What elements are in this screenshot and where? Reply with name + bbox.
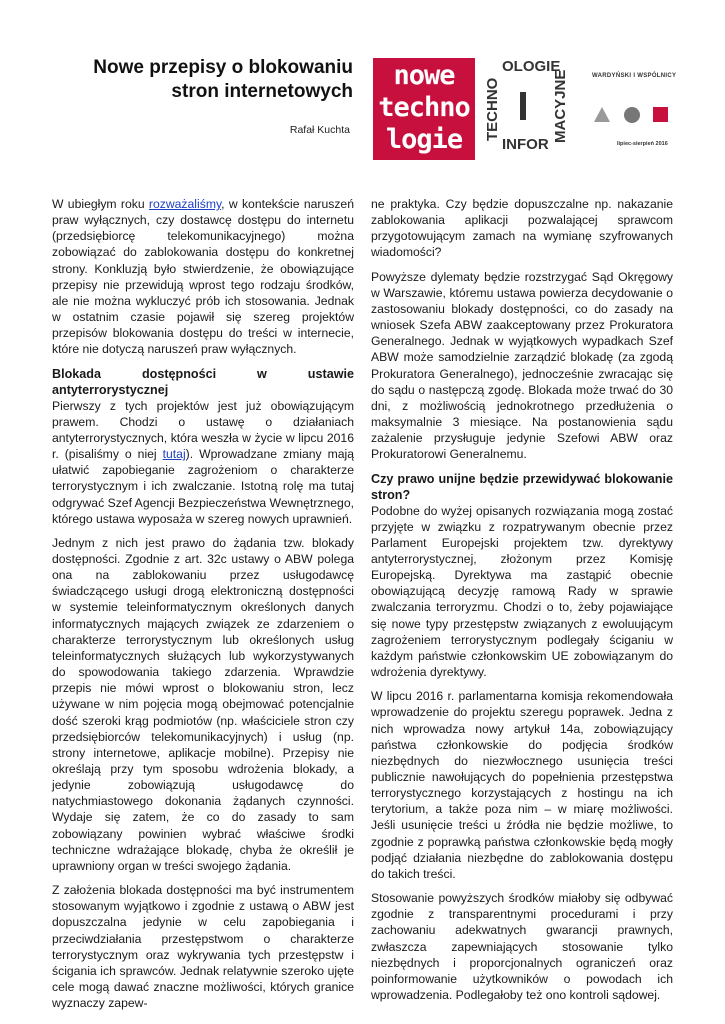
paragraph: Z założenia blokada dostępności ma być instrumentem stosowanym wyjątkowo i zgodnie z ustawą o ABW jest dopuszczalna jedynie w celu zapobiegania i przeciwdziałania przestępstwom o charakterze terrorystycznym oraz wykrywania tych przestępstw i ścigania ich sprawców. Jednak relatywnie szeroko ujęte cele mogą dawać znaczne możliwości, których granice wyznaczy zapew-	[52, 883, 354, 1011]
nowe-technologie-logo	[373, 58, 475, 160]
section-heading: Blokada dostępności w ustawie antyterrorystycznej	[52, 366, 354, 397]
paragraph: Stosowanie powyższych środków miałoby się odbywać zgodnie z transparentnymi procedurami i przy zachowaniu adekwatnych gwarancji prawnych, zwłaszcza zapewniających stosowanie tylko niezbędnych i proporcjonalnych ograniczeń oraz poinformowanie użytkowników o powodach ich wprowadzenia. Podlegałoby też ono kontroli sądowej.	[371, 891, 673, 1003]
logo-line-2: techno	[378, 92, 470, 123]
paragraph: Powyższe dylematy będzie rozstrzygać Sąd Okręgowy w Warszawie, któremu ustawa powierza decydowanie o zastosowaniu blokady dostępności, co do zasady na wniosek Szefa ABW zaakceptowany przez Prokuratora Generalnego. Jednak w wyjątkowych wypadkach Szef ABW może samodzielnie zarządzić blokadę (za zgodą Prokuratora Generalnego), jednocześnie zwracając się do sądu o następczą zgodę. Blokada może trwać do 30 dni, z możliwością jednokrotnego przedłużenia o maksymalnie 3 miesiące. Na postanowienia sądu zażalenie przysługuje jedynie Szefowi ABW oraz Prokuratorowi Generalnemu.	[371, 269, 673, 462]
link-tutaj[interactable]: tutaj	[162, 447, 186, 462]
section-heading: Czy prawo unijne będzie przewidywać blokowanie stron?	[371, 471, 673, 502]
law-firm-logo-shapes	[592, 104, 672, 126]
logo-line-1: nowe	[393, 60, 455, 91]
paragraph: ne praktyka. Czy będzie dopuszczalne np. nakazanie zablokowania aplikacji pozwalającej sprawcom przygotowującym zamach na wymianę szyfrowanych wiadomości?	[371, 197, 673, 260]
paragraph: Podobne do wyżej opisanych rozwiązania mogą zostać przyjęte w związku z rozpatrywanym obecnie przez Parlament Europejski projektem tzw. dyrektywy antyterrorystycznej, złożonym przez Komisję Europejską. Dyrektywa ma zastąpić obecnie obowiązującą decyzję ramową Rady w sprawie zwalczania terroryzmu. Chodzi o to, żeby pojawiające się nowe typy przestępstw związanych z ewoluującym zagrożeniem terrorystycznym podlegały ściganiu w każdym państwie członkowskim UE zobowiązanym do wdrożenia dyrektywy.	[371, 503, 673, 680]
issue-date: lipiec-sierpień 2016	[617, 141, 668, 147]
logo-word-macyjne: MACYJNE	[552, 69, 569, 143]
logo-word-infor: INFOR	[502, 136, 549, 153]
author-name: Rafał Kuchta	[289, 124, 350, 136]
article-column-left	[52, 196, 354, 1019]
law-firm-name: WARDYŃSKI I WSPÓLNICY	[592, 73, 677, 79]
page-title: Nowe przepisy o blokowaniu stron internetowych	[93, 57, 353, 102]
article-column-right	[371, 196, 673, 1011]
technologie-informacyjne-logo	[482, 58, 572, 158]
circle-icon	[624, 107, 640, 123]
paragraph: Pierwszy z tych projektów jest już obowiązującym prawem. Chodzi o ustawę o działaniach antyterrorystycznych, która weszła w życie w lipcu 2016 r. (pisaliśmy o niej tutaj). Wprowadzane zmiany mają ułatwić zapobieganie zagrożeniom o charakterze terrorystycznym i ich zwalczanie. Istotną rolę ma tutaj odgrywać Szef Agencji Bezpieczeństwa Wewnętrznego, którego ustawa wyposaża w szereg nowych uprawnień.	[52, 398, 354, 526]
square-icon	[653, 107, 668, 122]
paragraph: W lipcu 2016 r. parlamentarna komisja rekomendowała wprowadzenie do projektu szeregu poprawek. Jedna z nich wprowadza nowy artykuł 14a, zobowiązujący państwa członkowskie do podjęcia środków niezbędnych do niezwłocznego usunięcia treści publicznie nawołujących do popełnienia przestępstwa terrorystycznego korzystających z hostingu na ich terytorium, a także poza nim – w miarę możliwości. Jeśli usunięcie treści u źródła nie będzie możliwe, to zgodnie z poprawką państwa członkowskie będą mogły podjąć działania niezbędne do zablokowania dostępu do takich treści.	[371, 689, 673, 881]
logo-word-ologie: OLOGIE	[502, 58, 561, 75]
logo-word-techno: TECHNO	[484, 77, 501, 141]
logo-bar	[520, 92, 526, 120]
link-rozwazalismy[interactable]: rozważaliśmy	[148, 197, 222, 211]
triangle-icon	[594, 107, 610, 122]
logo-line-3: logie	[385, 124, 463, 155]
paragraph: W ubiegłym roku rozważaliśmy, w kontekście naruszeń praw wyłącznych, czy dostawcę dostępu do internetu (przedsiębiorcę telekomunikacyjnego) można zobowiązać do zablokowania dostępu do konkretnej strony. Konkluzją było stwierdzenie, że obowiązujące przepisy nie przewidują wprost tego rodzaju środków, ale nie można wykluczyć prób ich stosowania. Jednak w ostatnim czasie pojawił się szereg projektów przepisów blokowania dostępu do treści w internecie, które nie dotyczą naruszeń praw wyłącznych.	[52, 197, 354, 357]
paragraph: Jednym z nich jest prawo do żądania tzw. blokady dostępności. Zgodnie z art. 32c ustawy o ABW polega ona na zablokowaniu przez usługodawcę świadczącego usługi drogą elektroniczną dostępności w systemie teleinformatycznym określonych danych informatycznych mających związek ze zdarzeniem o charakterze terrorystycznym lub określonych usług teleinformatycznych służących lub wykorzystywanych do spowodowania takiego zdarzenia. Wprawdzie przepis nie mówi wprost o blokowaniu stron, lecz używane w nim pojęcia mogą obejmować potencjalnie dość szeroki krąg podmiotów (np. właściciele stron czy przedsiębiorców telekomunikacyjnych) i usług (np. strony internetowe, aplikacje mobilne). Przepisy nie określają przy tym sposobu wdrożenia blokady, a jedynie zobowiązują usługodawcę do natychmiastowego dokonania żądanych czynności. Wydaje się zatem, że co do zasady to sam zobowiązany powinien wybrać właściwe środki techniczne wdrażające blokadę, chyba że określił je uprawniony organ w treści swojego żądania.	[52, 535, 354, 873]
